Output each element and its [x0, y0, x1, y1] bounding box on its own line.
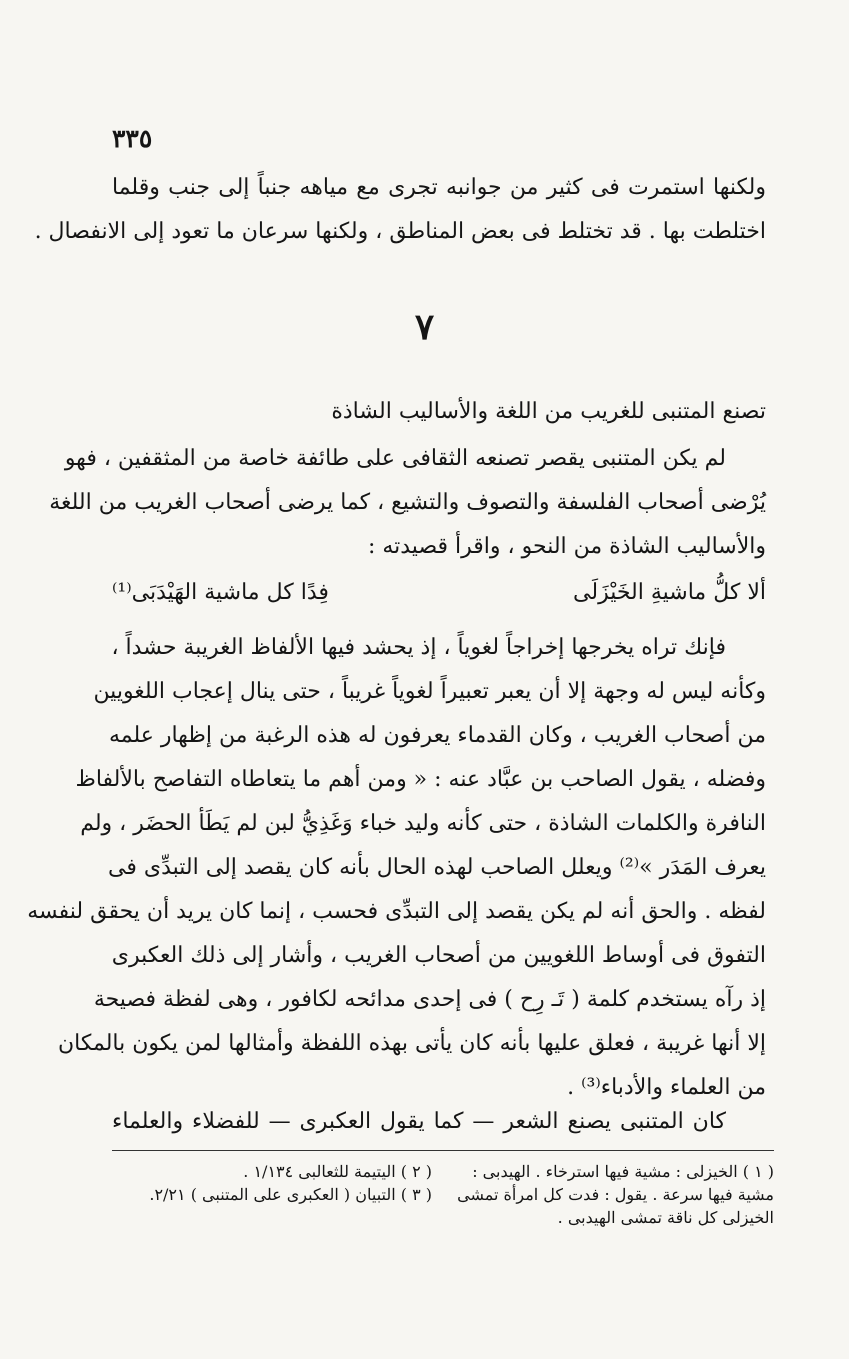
intro-paragraph	[34, 166, 766, 254]
section-title: تصنع المتنبى للغريب من اللغة والأساليب الشاذة	[331, 399, 766, 424]
text-line: من أصحاب الغريب ، وكان القدماء يعرفون له هذه الرغبة من إظهار علمه	[108, 723, 766, 748]
text-line: وفضله ، يقول الصاحب بن عبَّاد عنه : « ومن أهم ما يتعاطاه التفاصح بالألفاظ	[75, 767, 766, 792]
page-number: ٣٣٥	[112, 124, 153, 153]
text-line: فإنك تراه يخرجها إخراجاً لغوياً ، إذ يحشد فيها الألفاظ الغريبة حشداً ،	[111, 635, 726, 660]
text-line: يعرف المَدَر »⁽²⁾ ويعلل الصاحب لهذه الحال بأنه كان يقصد إلى التبدِّى فى	[108, 855, 766, 880]
text-line: من العلماء والأدباء⁽³⁾ .	[567, 1075, 766, 1100]
paragraph-3	[112, 1100, 766, 1144]
text-line: لم يكن المتنبى يقصر تصنعه الثقافى على طائفة خاصة من المثقفين ، فهو	[64, 446, 726, 471]
text-line: يُرْضى أصحاب الفلسفة والتصوف والتشيع ، كما يرضى أصحاب الغريب من اللغة	[49, 490, 766, 515]
text-line: ولكنها استمرت فى كثير من جوانبه تجرى مع مياهه جنباً إلى جنب وقلما	[112, 175, 766, 200]
footnotes-2-3	[112, 1160, 432, 1206]
text-line: اختلطت بها . قد تختلط فى بعض المناطق ، ولكنها سرعان ما تعود إلى الانفصال .	[34, 219, 766, 244]
text-line: التفوق فى أوساط اللغويين من أصحاب الغريب ، وأشار إلى ذلك العكبرى	[111, 943, 766, 968]
text-line: كان المتنبى يصنع الشعر — كما يقول العكبرى — للفضلاء والعلماء	[112, 1109, 726, 1134]
verse-hemistich-first: ألا كلُّ ماشيةِ الخَيْزَلَى	[573, 580, 766, 605]
text-line: إذ رآه يستخدم كلمة ( تَـ رِح ) فى إحدى مدائحه لكافور ، وهى لفظة فصيحة	[93, 987, 766, 1012]
footnote-line: مشية فيها سرعة . يقول : فدت كل امرأة تمشى	[457, 1185, 774, 1204]
footnote-3: ( ٣ ) التبيان ( العكبرى على المتنبى ) ٢/٢١.	[149, 1185, 432, 1204]
text-line: النافرة والكلمات الشاذة ، حتى كأنه وليد خباء وَغَذِيُّ لبن لم يَطَأ الحضَر ، ولم	[80, 811, 766, 836]
text-line: إلا أنها غريبة ، فعلق عليها بأنه كان يأتى بهذه اللفظة وأمثالها لمن يكون بالمكان	[58, 1031, 766, 1056]
text-line: لفظه . والحق أنه لم يكن يقصد إلى التبدِّى فحسب ، إنما كان يريد أن يحقق لنفسه	[27, 899, 766, 924]
paragraph-1	[49, 437, 766, 569]
verse-hemistich-second: فِدًا كل ماشية الهَيْدَبَى⁽¹⁾	[112, 580, 329, 605]
footnote-2: ( ٢ ) اليتيمة للثعالبى ١/١٣٤ .	[243, 1162, 432, 1181]
footnote-1	[457, 1160, 774, 1229]
poem-verse	[112, 571, 766, 615]
footnote-divider	[112, 1150, 774, 1151]
text-line: والأساليب الشاذة من النحو ، واقرأ قصيدته :	[367, 534, 766, 559]
text-line: وكأنه ليس له وجهة إلا أن يعبر تعبيراً لغوياً غريباً ، حتى ينال إعجاب اللغويين	[93, 679, 766, 704]
footnote-line: ( ١ ) الخيزلى : مشية فيها استرخاء . الهيدبى :	[472, 1162, 774, 1181]
footnote-line: الخيزلى كل ناقة تمشى الهيدبى .	[557, 1208, 774, 1227]
paragraph-2	[27, 626, 766, 1110]
section-number: ٧	[414, 306, 435, 348]
